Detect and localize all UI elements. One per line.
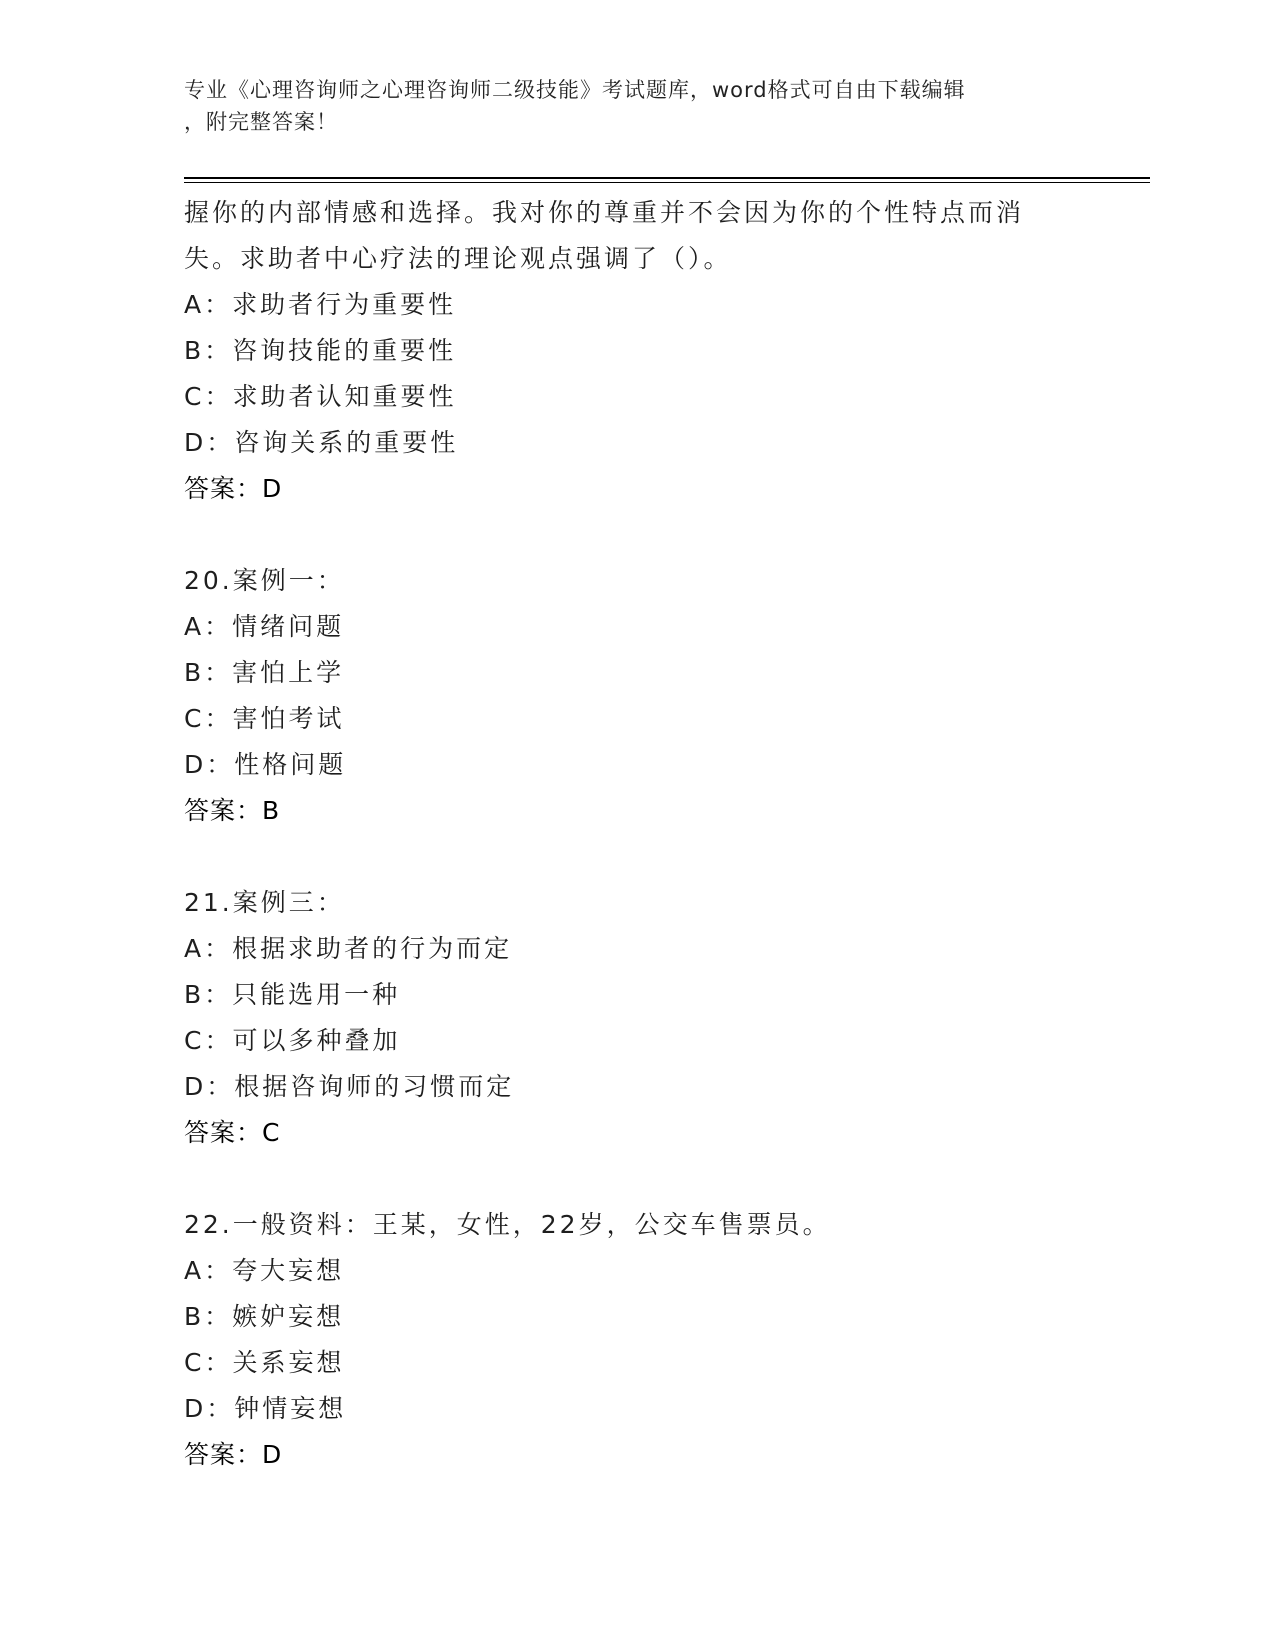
option-c: C：可以多种叠加 bbox=[184, 1026, 401, 1055]
question-19 bbox=[184, 190, 1084, 512]
question-20 bbox=[184, 558, 1084, 834]
option-a: A：夸大妄想 bbox=[184, 1256, 345, 1285]
document-body bbox=[184, 190, 1084, 1478]
option-a: A：情绪问题 bbox=[184, 612, 345, 641]
answer-line: 答案：D bbox=[184, 1440, 283, 1469]
header-title-line2: ，附完整答案！ bbox=[184, 110, 338, 134]
option-b: B：害怕上学 bbox=[184, 658, 345, 687]
option-b: B：嫉妒妄想 bbox=[184, 1302, 345, 1331]
option-d: D：钟情妄想 bbox=[184, 1394, 347, 1423]
answer-line: 答案：B bbox=[184, 796, 281, 825]
document-header bbox=[184, 74, 1064, 138]
header-divider-thin bbox=[184, 182, 1150, 183]
question-stem: 22.一般资料：王某，女性，22岁，公交车售票员。 bbox=[184, 1210, 831, 1239]
option-d: D：性格问题 bbox=[184, 750, 347, 779]
option-d: D：咨询关系的重要性 bbox=[184, 428, 459, 457]
question-22 bbox=[184, 1202, 1084, 1478]
header-title-line1: 专业《心理咨询师之心理咨询师二级技能》考试题库，word格式可自由下载编辑 bbox=[184, 78, 966, 102]
question-stem: 20.案例一： bbox=[184, 566, 345, 595]
question-21 bbox=[184, 880, 1084, 1156]
option-a: A：求助者行为重要性 bbox=[184, 290, 457, 319]
option-c: C：关系妄想 bbox=[184, 1348, 345, 1377]
spacer bbox=[184, 512, 1084, 558]
answer-line: 答案：C bbox=[184, 1118, 281, 1147]
question-stem: 21.案例三： bbox=[184, 888, 345, 917]
answer-line: 答案：D bbox=[184, 474, 283, 503]
option-c: C：害怕考试 bbox=[184, 704, 345, 733]
option-d: D：根据咨询师的习惯而定 bbox=[184, 1072, 515, 1101]
option-a: A：根据求助者的行为而定 bbox=[184, 934, 513, 963]
option-b: B：咨询技能的重要性 bbox=[184, 336, 457, 365]
spacer bbox=[184, 834, 1084, 880]
header-divider-thick bbox=[184, 177, 1150, 179]
spacer bbox=[184, 1156, 1084, 1202]
option-c: C：求助者认知重要性 bbox=[184, 382, 457, 411]
question-stem-continuation: 失。求助者中心疗法的理论观点强调了（）。 bbox=[184, 244, 732, 273]
question-stem-continuation: 握你的内部情感和选择。我对你的尊重并不会因为你的个性特点而消 bbox=[184, 198, 1025, 227]
option-b: B：只能选用一种 bbox=[184, 980, 401, 1009]
